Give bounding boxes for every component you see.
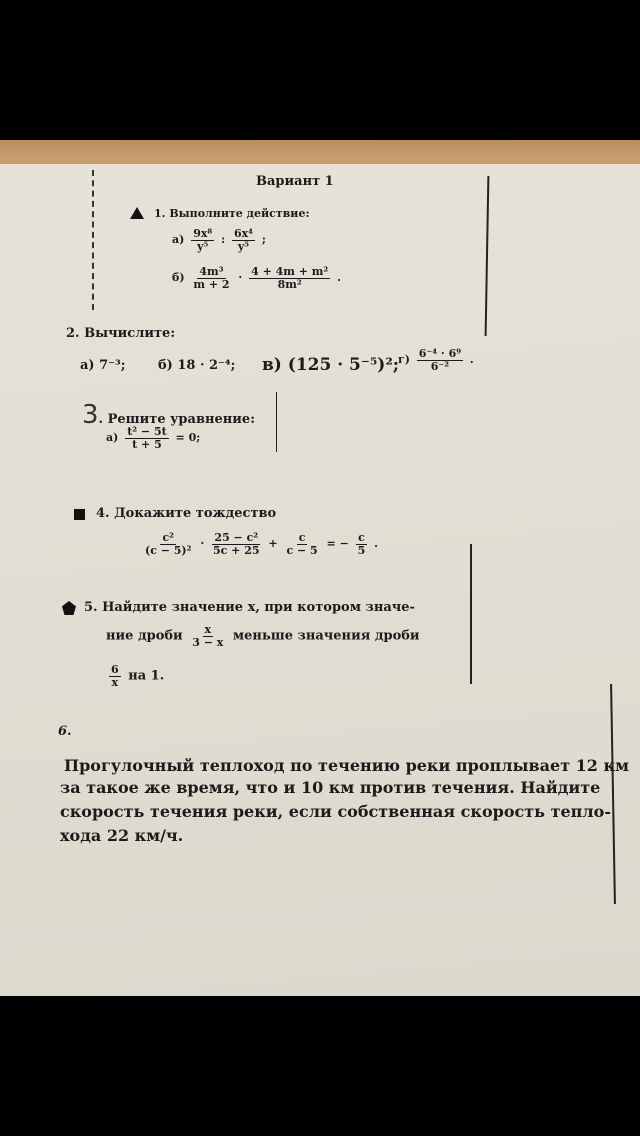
task2-header: 2. Вычислите: — [66, 326, 176, 341]
task1-header: 1. Выполните действие: — [154, 207, 310, 220]
left-margin-dashed-line — [92, 170, 94, 310]
triangle-marker-icon — [130, 207, 144, 219]
task5-line2: ние дроби $\frac{x}{3 - x}$ меньше значения дроби — [106, 623, 420, 649]
task1-b: б) $\frac{\text{4m³}}{m + 2}$ · $\frac{\text{4 + 4m + m²}}{\text{8m²}}$ . — [172, 265, 341, 291]
task4-identity: $\frac{\text{c²}}{\text{(c − 5)²}}$ · $\frac{\text{25 − c²}}{5c + 25}$ + $\frac{c}{c - 5}$ = − $\frac{c}{5}$ . — [145, 531, 378, 557]
task5-line1: 5. Найдите значение x, при котором значе- — [84, 600, 415, 615]
task6-line3: скорость течения реки, если собственная скорость тепло- — [60, 802, 611, 821]
task2-c: в) (125 · 5⁻⁵)²; — [262, 355, 400, 375]
right-vertical-rule-1 — [485, 176, 490, 336]
fraction: $\frac{\text{t² − 5t}}{t + 5}$ — [127, 425, 167, 451]
fraction: $\frac{\text{4 + 4m + m²}}{\text{8m²}}$ — [251, 265, 329, 291]
worksheet-paper — [0, 164, 640, 996]
task5-line3: $\frac{6}{x}$ на 1. — [111, 663, 165, 689]
fraction: $\frac{c}{c - 5}$ — [286, 531, 318, 557]
right-vertical-rule-2 — [276, 392, 277, 452]
task3-a: а) $\frac{\text{t² − 5t}}{t + 5}$ = 0; — [106, 425, 201, 451]
fraction: $\frac{\text{25 − c²}}{5c + 25}$ — [213, 531, 260, 557]
handwritten-number: 3 — [82, 400, 99, 430]
right-vertical-rule-4 — [610, 684, 616, 904]
task2-d: г) $\frac{\text{6⁻⁴ · 6⁹}}{\text{6⁻²}}$ . — [398, 347, 474, 373]
right-vertical-rule-3 — [470, 544, 472, 684]
task2-b: б) 18 · 2⁻⁴; — [158, 358, 236, 373]
task1-a: а) $\frac{\text{9x⁸}}{\text{y⁵}}$ : $\frac{\text{6x⁴}}{\text{y⁵}}$ ; — [172, 227, 266, 253]
variant-title — [256, 174, 334, 189]
fraction: $\frac{\text{c²}}{\text{(c − 5)²}}$ — [145, 531, 192, 557]
fraction: $\frac{\text{9x⁸}}{\text{y⁵}}$ — [193, 227, 213, 253]
square-marker-icon — [74, 509, 85, 520]
fraction: $\frac{x}{3 - x}$ — [192, 623, 224, 649]
variant-text: Вариант 1 — [256, 174, 334, 189]
fraction: $\frac{c}{5}$ — [357, 531, 366, 557]
fraction: $\frac{\text{4m³}}{m + 2}$ — [193, 265, 230, 291]
fraction: $\frac{\text{6x⁴}}{\text{y⁵}}$ — [233, 227, 253, 253]
task3-header: 3. Решите уравнение: — [82, 400, 255, 430]
pentagon-marker-icon — [62, 601, 76, 615]
fraction: $\frac{6}{x}$ — [111, 663, 119, 689]
task2-a: а) 7⁻³; — [80, 358, 126, 373]
task6-line4: хода 22 км/ч. — [60, 826, 184, 845]
fraction: $\frac{\text{6⁻⁴ · 6⁹}}{\text{6⁻²}}$ — [418, 347, 462, 373]
task6-line2: за такое же время, что и 10 км против течения. Найдите — [60, 778, 601, 797]
task6-line1: Прогулочный теплоход по течению реки проплывает 12 км — [64, 756, 629, 775]
task4-header: 4. Докажите тождество — [96, 506, 277, 521]
task6-number: 6. — [58, 724, 72, 739]
photo — [0, 140, 640, 996]
